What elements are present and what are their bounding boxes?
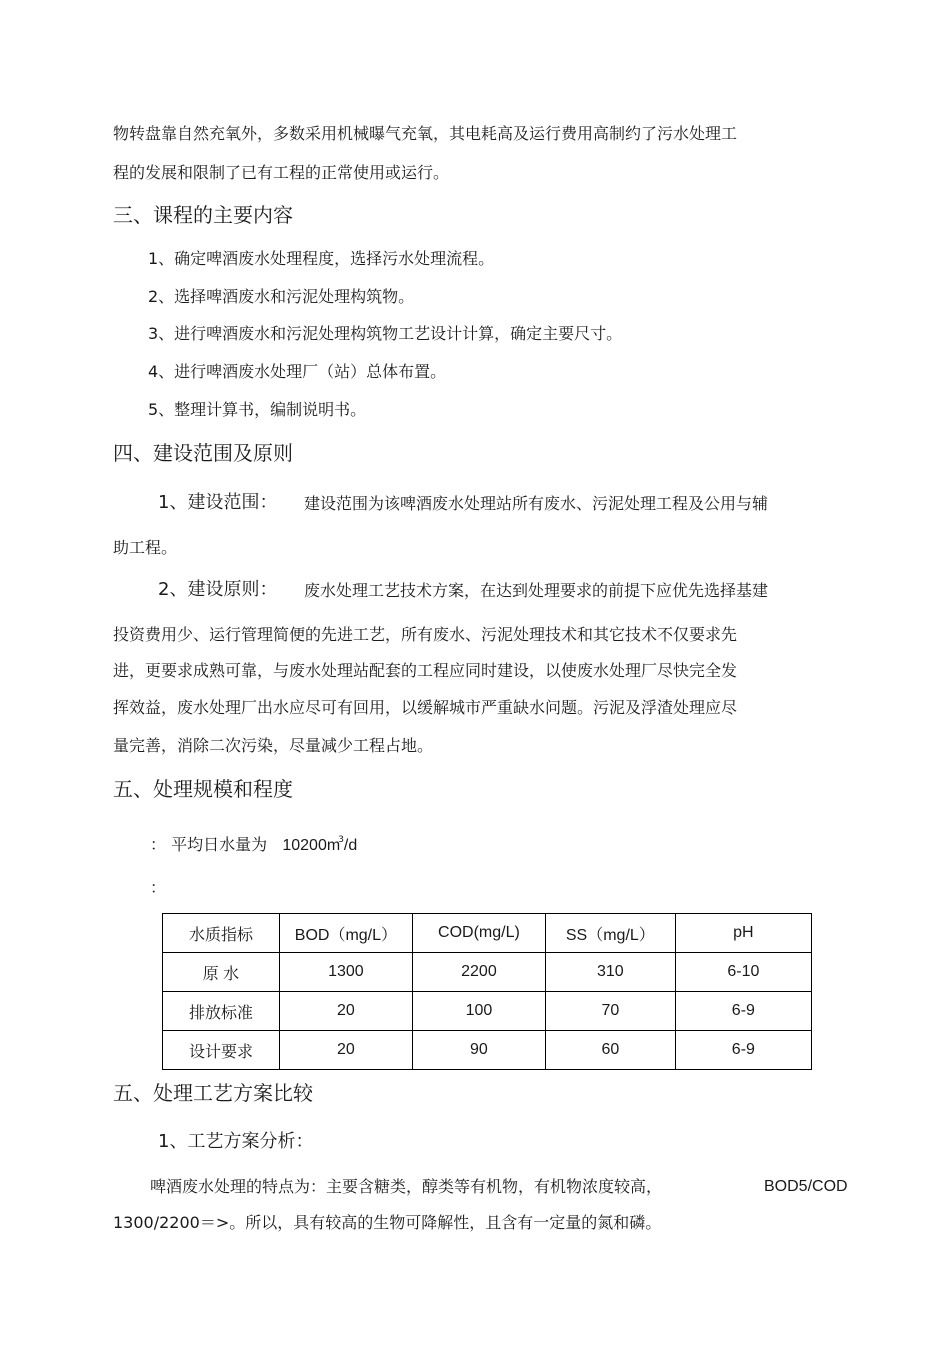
principle-line-5: 量完善，消除二次污染，尽量减少工程占地。: [113, 736, 434, 755]
daily-flow-label: ： 平均日水量为: [150, 835, 268, 854]
principle-label: 2、建设原则：: [158, 579, 278, 600]
course-item-2: 2、选择啤酒废水和污泥处理构筑物。: [148, 287, 415, 306]
table-cell: 20: [279, 992, 412, 1031]
table-header-cell: BOD（mg/L）: [279, 914, 412, 953]
table-header-cell: COD(mg/L): [412, 914, 545, 953]
table-cell: 6-9: [675, 1031, 811, 1070]
table-cell: 排放标准: [163, 992, 280, 1031]
bod-cod-ratio-label: BOD5/COD: [764, 1178, 848, 1195]
table-cell: 6-9: [675, 992, 811, 1031]
table-cell: 20: [279, 1031, 412, 1070]
intro-line-1: 物转盘靠自然充氧外，多数采用机械曝气充氧，其电耗高及运行费用高制约了污水处理工: [113, 124, 738, 143]
table-cell: 设计要求: [163, 1031, 280, 1070]
principle-line-1: 废水处理工艺技术方案，在达到处理要求的前提下应优先选择基建: [304, 581, 769, 600]
table-cell: 原 水: [163, 953, 280, 992]
table-header-cell: SS（mg/L）: [545, 914, 675, 953]
table-header-cell: 水质指标: [163, 914, 280, 953]
table-cell: 310: [545, 953, 675, 992]
section-heading-scope-principle: 四、建设范围及原则: [113, 441, 293, 465]
course-item-3: 3、进行啤酒废水和污泥处理构筑物工艺设计计算，确定主要尺寸。: [148, 324, 623, 343]
process-text-line-2: 1300/2200＝>。所以，具有较高的生物可降解性，且含有一定量的氮和磷。: [113, 1213, 662, 1232]
table-row: [163, 953, 812, 992]
table-cell: 70: [545, 992, 675, 1031]
process-analysis-heading: 1、工艺方案分析：: [158, 1131, 314, 1152]
scope-text-line-2: 助工程。: [113, 538, 178, 557]
course-item-4: 4、进行啤酒废水处理厂（站）总体布置。: [148, 362, 447, 381]
table-cell: 2200: [412, 953, 545, 992]
scope-label: 1、建设范围：: [158, 492, 278, 513]
scope-text-line-1: 建设范围为该啤酒废水处理站所有废水、污泥处理工程及公用与辅: [304, 494, 769, 513]
table-header-row: [163, 914, 812, 953]
daily-flow-unit: /d: [343, 837, 358, 854]
table-cell: 100: [412, 992, 545, 1031]
course-item-1: 1、确定啤酒废水处理程度，选择污水处理流程。: [148, 249, 495, 268]
intro-line-2: 程的发展和限制了已有工程的正常使用或运行。: [113, 163, 450, 182]
table-cell: 90: [412, 1031, 545, 1070]
table-cell: 60: [545, 1031, 675, 1070]
table-cell: 6-10: [675, 953, 811, 992]
principle-line-3: 进，更要求成熟可靠，与废水处理站配套的工程应同时建设，以使废水处理厂尽快完全发: [113, 661, 738, 680]
process-text-line-1: 啤酒废水处理的特点为：主要含糖类，醇类等有机物，有机物浓度较高，: [150, 1177, 663, 1196]
table-row: [163, 992, 812, 1031]
section-heading-course-content: 三、课程的主要内容: [113, 203, 293, 227]
table-row: [163, 1031, 812, 1070]
principle-line-4: 挥效益，废水处理厂出水应尽可有回用，以缓解城市严重缺水问题。污泥及浮渣处理应尽: [113, 698, 738, 717]
principle-line-2: 投资费用少、运行管理简便的先进工艺，所有废水、污泥处理技术和其它技术不仅要求先: [113, 625, 738, 644]
course-item-5: 5、整理计算书，编制说明书。: [148, 400, 367, 419]
daily-flow-value: 10200m: [282, 837, 341, 854]
table-cell: 1300: [279, 953, 412, 992]
table-header-cell: pH: [675, 914, 811, 953]
water-quality-table: [162, 913, 812, 1070]
daily-flow-superscript: 3: [338, 835, 344, 845]
colon-marker: ：: [150, 878, 167, 897]
section-heading-scale: 五、处理规模和程度: [113, 777, 293, 801]
section-heading-process-comparison: 五、处理工艺方案比较: [113, 1081, 313, 1105]
daily-flow-line: [150, 829, 357, 857]
